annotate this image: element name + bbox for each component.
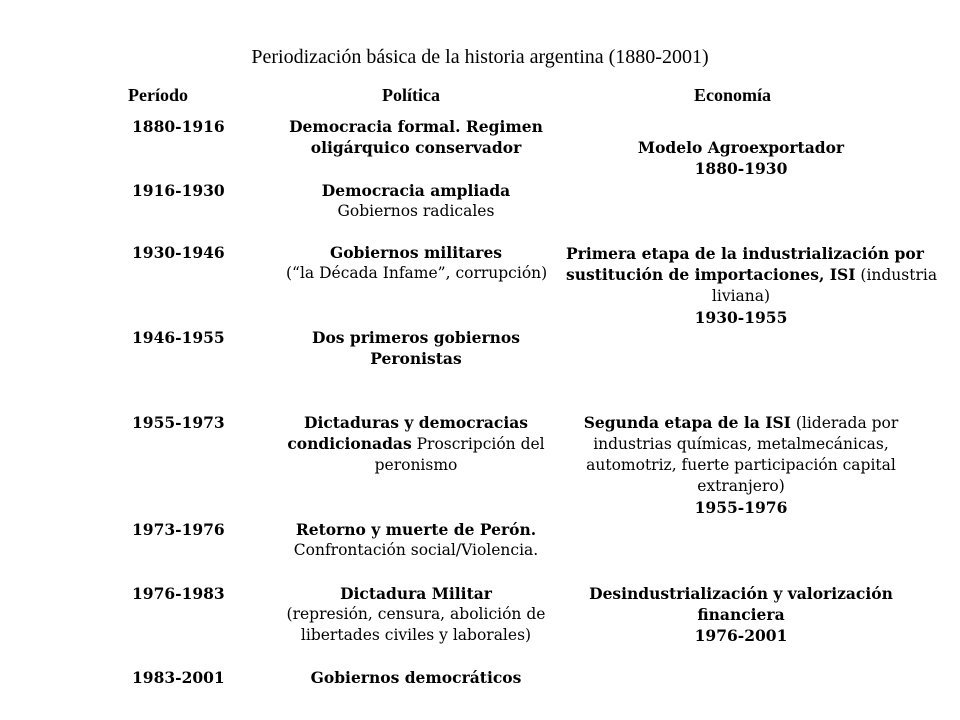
economy-line: 1930-1955 (694, 308, 788, 327)
economy-line: Modelo Agroexportador (637, 138, 845, 157)
economy-agroexport-model (566, 137, 916, 179)
period-1880-1916: 1880-1916 (132, 117, 225, 136)
economy-line: 1880-1930 (694, 159, 788, 178)
politics-bold-fragment: condicionadas (287, 434, 412, 453)
politics-1983-2001 (286, 667, 546, 688)
period-1955-1973: 1955-1973 (132, 413, 225, 432)
economy-bold-fragment: sustitución de importaciones, ISI (566, 265, 856, 284)
economy-line: 1955-1976 (694, 498, 788, 517)
economy-deindustrialization (566, 583, 916, 646)
page-title: Periodización básica de la historia argentina (1880-2001) (251, 46, 709, 68)
economy-line: Desindustrialización y valorización (589, 584, 893, 603)
politics-column-header: Política (382, 85, 440, 105)
politics-line: Dictaduras y democracias (304, 413, 528, 432)
politics-1916-1930 (286, 180, 546, 222)
economy-line: financiera (697, 605, 785, 624)
economy-bold-fragment: Segunda etapa de la ISI (583, 413, 791, 432)
politics-normal-fragment: Proscripción del (411, 435, 545, 453)
politics-line: Democracia formal. Regimen (289, 117, 543, 136)
period-1946-1955: 1946-1955 (132, 328, 225, 347)
politics-line: Retorno y muerte de Perón. (295, 520, 537, 539)
economy-normal-fragment: (industria (855, 266, 938, 284)
economy-second-isi-stage (566, 412, 916, 518)
economy-column-header: Economía (694, 85, 772, 105)
politics-line: oligárquico conservador (310, 138, 522, 157)
politics-line: Peronistas (370, 349, 462, 368)
politics-1955-1973 (286, 412, 546, 476)
politics-line: Dos primeros gobiernos (312, 328, 520, 347)
politics-1946-1955 (286, 327, 546, 369)
economy-line: extranjero) (697, 477, 785, 495)
economy-line: Primera etapa de la industrialización por (566, 244, 924, 263)
politics-line: Dictadura Militar (340, 584, 492, 603)
period-1973-1976: 1973-1976 (132, 520, 225, 539)
period-1983-2001: 1983-2001 (132, 668, 225, 687)
politics-line: (represión, censura, abolición de (286, 605, 546, 623)
period-1976-1983: 1976-1983 (132, 584, 225, 603)
politics-line: (“la Década Infame”, corrupción) (286, 264, 548, 282)
politics-line: peronismo (374, 456, 458, 474)
politics-1930-1946 (286, 242, 546, 284)
politics-line: Democracia ampliada (321, 181, 511, 200)
politics-1976-1983 (286, 583, 546, 646)
politics-line: Gobiernos radicales (337, 202, 495, 220)
economy-line: automotriz, fuerte participación capital (586, 456, 896, 474)
period-column-header: Período (128, 85, 188, 105)
politics-mixed-line (286, 433, 546, 455)
politics-line: Gobiernos militares (329, 243, 503, 262)
politics-line: libertades civiles y laborales) (300, 626, 532, 644)
period-1930-1946: 1930-1946 (132, 243, 225, 262)
economy-line: industrias químicas, metalmecánicas, (593, 435, 889, 453)
period-1916-1930: 1916-1930 (132, 181, 225, 200)
economy-line: 1976-2001 (694, 626, 788, 645)
politics-line: Confrontación social/Violencia. (293, 541, 539, 559)
economy-line: liviana) (711, 287, 771, 305)
politics-1880-1916 (286, 116, 546, 158)
economy-first-isi-stage (566, 243, 938, 328)
economy-normal-fragment: (liderada por (790, 414, 899, 432)
economy-mixed-line (566, 412, 916, 434)
economy-mixed-line (566, 264, 938, 286)
politics-1973-1976 (286, 519, 546, 561)
politics-line: Gobiernos democráticos (310, 668, 522, 687)
